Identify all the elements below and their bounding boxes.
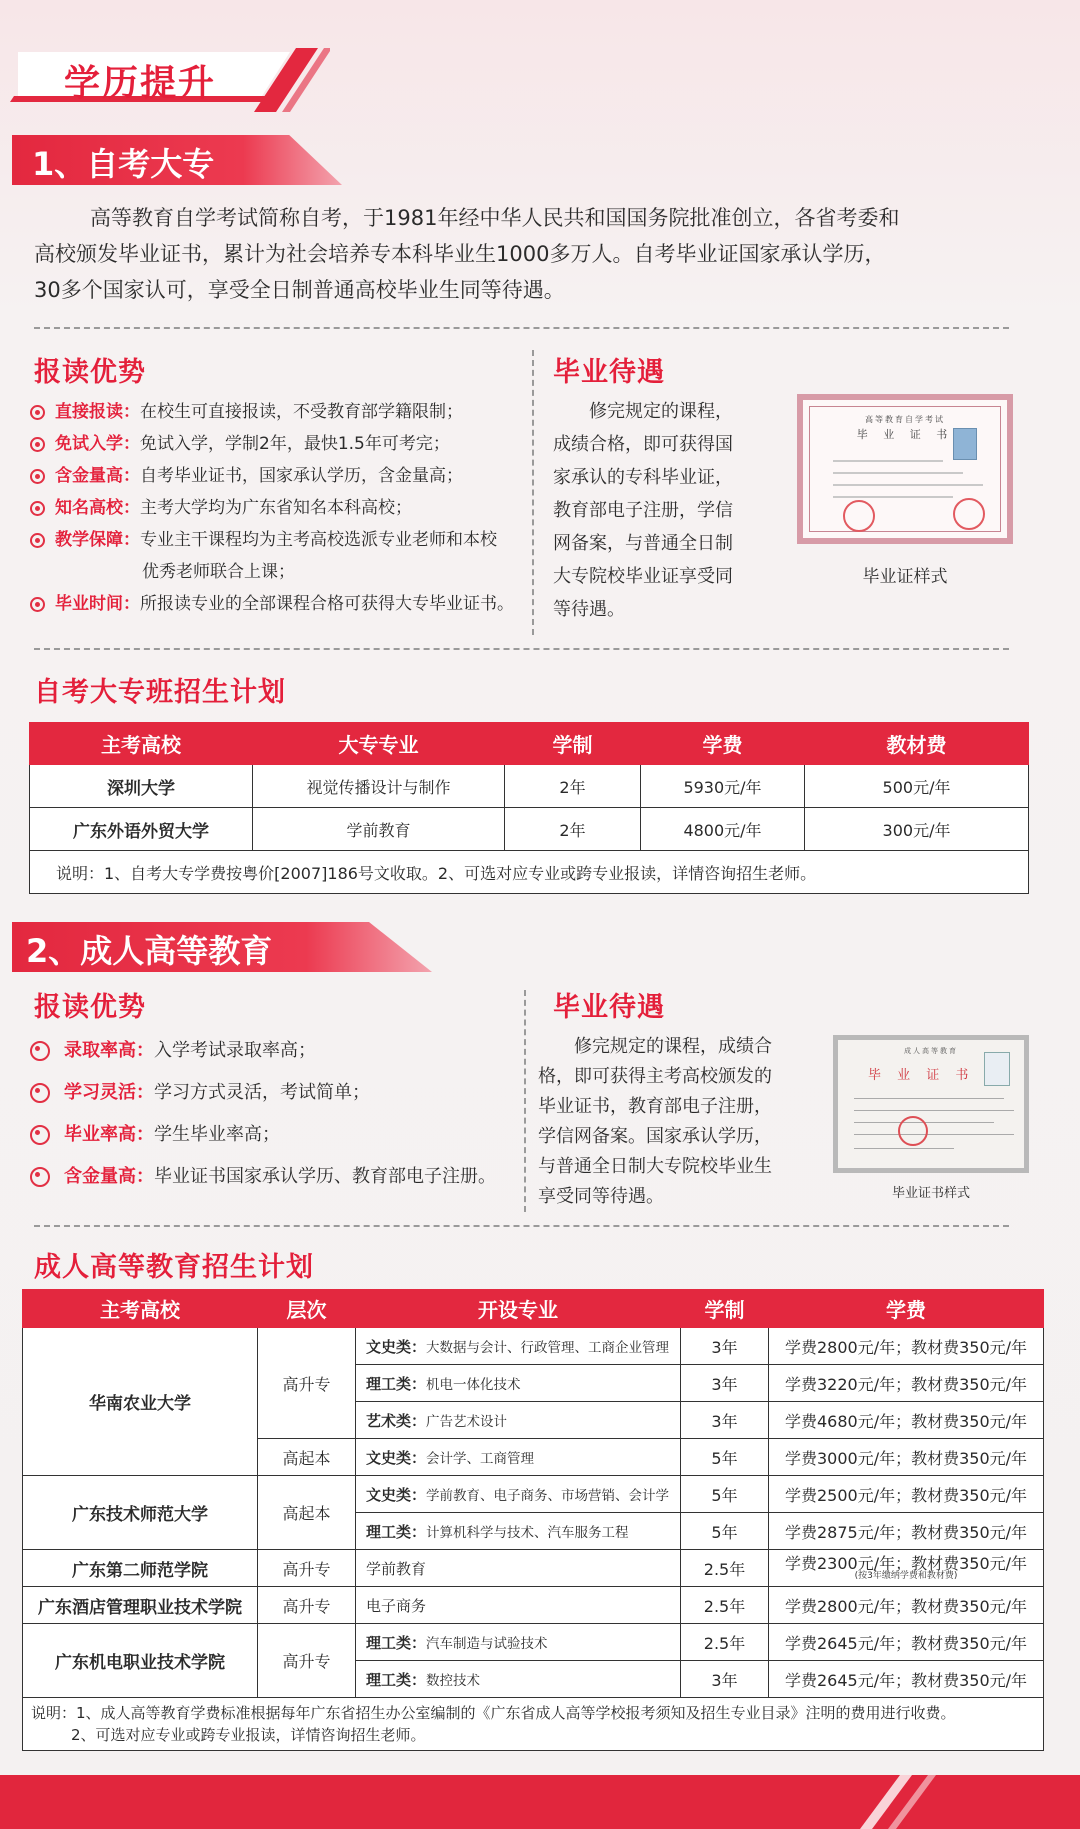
certificate-top-text: 成人高等教育 xyxy=(904,1047,958,1055)
bullet-icon xyxy=(30,1167,50,1187)
certificate-sample-image xyxy=(797,394,1013,544)
plan-heading: 自考大专班招生计划 xyxy=(34,677,286,708)
table-row xyxy=(30,765,1029,808)
intro-line: 30多个国家认可，享受全日制普通高校毕业生同等待遇。 xyxy=(34,278,565,302)
table-note: 说明：1、自考大专学费按粤价[2007]186号文收取。2、可选对应专业或跨专业报读，详情咨询招生老师。 xyxy=(30,851,1029,894)
intro-line: 高等教育自学考试简称自考，于1981年经中华人民共和国国务院批准创立，各省考委和 xyxy=(90,206,900,230)
table-cell: 学费2300元/年；教材费350元/年 (按3年缴纳学费和教材费) xyxy=(769,1550,1044,1587)
table-row xyxy=(23,1624,1044,1661)
table-cell: 学费4680元/年；教材费350元/年 xyxy=(769,1402,1044,1439)
graduation-heading: 毕业待遇 xyxy=(553,992,665,1023)
table-cell-level: 高升专 xyxy=(258,1624,356,1698)
graduation-heading: 毕业待遇 xyxy=(553,357,665,388)
table-cell-school: 广东技术师范大学 xyxy=(23,1476,258,1550)
text-line: 享受同等待遇。 xyxy=(538,1186,664,1207)
table-cell-major: 学前教育 xyxy=(356,1550,681,1587)
bullet-icon xyxy=(30,437,45,452)
table-row xyxy=(23,1476,1044,1513)
text-line: 修完规定的课程， xyxy=(589,401,733,422)
text-line: 家承认的专科毕业证， xyxy=(553,467,733,488)
column-header: 学制 xyxy=(505,723,641,765)
list-item: 教学保障：专业主干课程均为主考高校选派专业老师和本校 xyxy=(30,524,514,556)
column-header: 学费 xyxy=(769,1290,1044,1328)
advantages-list xyxy=(30,1030,496,1198)
table-cell-school: 广东第二师范学院 xyxy=(23,1550,258,1587)
table-cell-school: 广东机电职业技术学院 xyxy=(23,1624,258,1698)
section-1-title: 1、自考大专 xyxy=(32,145,215,183)
table-cell: 2年 xyxy=(505,808,641,851)
bullet-icon xyxy=(30,1041,50,1061)
table-row xyxy=(30,808,1029,851)
certificate-sample-image xyxy=(833,1035,1029,1173)
divider xyxy=(34,648,1009,650)
table-cell: 5年 xyxy=(681,1476,769,1513)
text-line: 学信网备案。国家承认学历， xyxy=(538,1126,772,1147)
table-cell: 3年 xyxy=(681,1661,769,1698)
text-line: 网备案，与普通全日制 xyxy=(553,533,733,554)
text-line: 与普通全日制大专院校毕业生 xyxy=(538,1156,772,1177)
list-item: 知名高校：主考大学均为广东省知名本科高校； xyxy=(30,492,514,524)
table-cell: 3年 xyxy=(681,1328,769,1365)
table-cell: 学费2800元/年；教材费350元/年 xyxy=(769,1328,1044,1365)
column-header: 主考高校 xyxy=(30,723,253,765)
text-line: 毕业证书，教育部电子注册， xyxy=(538,1096,772,1117)
table-cell: 3年 xyxy=(681,1365,769,1402)
table-cell: 深圳大学 xyxy=(30,765,253,808)
divider xyxy=(34,327,1009,329)
table-cell: 2.5年 xyxy=(681,1587,769,1624)
note-line: 说明：1、成人高等教育学费标准根据每年广东省招生办公室编制的《广东省成人高等学校报考须知及招生专业目录》注明的费用进行收费。 xyxy=(31,1704,956,1722)
table-note-row xyxy=(23,1698,1044,1751)
table-note xyxy=(23,1698,1044,1751)
bullet-icon xyxy=(30,1125,50,1145)
table-cell: 2.5年 xyxy=(681,1550,769,1587)
table-cell: 学费3220元/年；教材费350元/年 xyxy=(769,1365,1044,1402)
note-line: 2、可选对应专业或跨专业报读，详情咨询招生老师。 xyxy=(71,1726,426,1744)
list-item: 含金量高：毕业证书国家承认学历、教育部电子注册。 xyxy=(30,1156,496,1198)
certificate-caption: 毕业证书样式 xyxy=(891,1186,970,1201)
page-title: 学历提升 xyxy=(64,63,217,104)
table-cell: 2.5年 xyxy=(681,1624,769,1661)
plan-heading: 成人高等教育招生计划 xyxy=(34,1252,314,1283)
bullet-icon xyxy=(30,469,45,484)
table-note-row xyxy=(30,851,1029,894)
certificate-title-text: 毕 业 证 书 xyxy=(856,428,954,441)
list-item: 录取率高：入学考试录取率高； xyxy=(30,1030,496,1072)
table-cell-major: 理工类：计算机科学与技术、汽车服务工程 xyxy=(356,1513,681,1550)
certificate-caption: 毕业证样式 xyxy=(862,567,948,587)
advantages-list xyxy=(30,396,514,620)
table-cell-major: 理工类：机电一体化技术 xyxy=(356,1365,681,1402)
bullet-icon xyxy=(30,1083,50,1103)
photo-placeholder xyxy=(953,428,977,460)
table-cell-level: 高起本 xyxy=(258,1439,356,1476)
table-cell: 5年 xyxy=(681,1439,769,1476)
list-item: 免试入学：免试入学，学制2年，最快1.5年可考完； xyxy=(30,428,514,460)
text-line: 格，即可获得主考高校颁发的 xyxy=(538,1066,772,1087)
table-cell: 学前教育 xyxy=(253,808,505,851)
advantages-heading: 报读优势 xyxy=(34,992,146,1023)
column-header: 学费 xyxy=(641,723,805,765)
column-header: 主考高校 xyxy=(23,1290,258,1328)
certificate-title-text: 毕 业 证 书 xyxy=(868,1068,975,1083)
table-cell: 学费2645元/年；教材费350元/年 xyxy=(769,1661,1044,1698)
text-line: 成绩合格，即可获得国 xyxy=(553,434,733,455)
table-cell: 学费2800元/年；教材费350元/年 xyxy=(769,1587,1044,1624)
table-cell: 5年 xyxy=(681,1513,769,1550)
list-item-continued: 优秀老师联合上课； xyxy=(142,562,295,582)
divider-vertical xyxy=(524,990,526,1212)
table-cell: 4800元/年 xyxy=(641,808,805,851)
table-cell: 视觉传播设计与制作 xyxy=(253,765,505,808)
advantages-heading: 报读优势 xyxy=(34,357,146,388)
divider-vertical xyxy=(532,350,534,635)
table-cell-level: 高升专 xyxy=(258,1587,356,1624)
table-cell-school: 广东酒店管理职业技术学院 xyxy=(23,1587,258,1624)
table-header-row xyxy=(23,1290,1044,1328)
table-cell: 300元/年 xyxy=(805,808,1029,851)
table-cell-major: 文史类：会计学、工商管理 xyxy=(356,1439,681,1476)
intro-line: 高校颁发毕业证书，累计为社会培养专本科毕业生1000多万人。自考毕业证国家承认学历， xyxy=(34,242,886,266)
text-line: 教育部电子注册，学信 xyxy=(553,500,733,521)
table-cell-level: 高升专 xyxy=(258,1328,356,1439)
table-row xyxy=(23,1328,1044,1365)
table-row xyxy=(23,1587,1044,1624)
table-cell: 学费2500元/年；教材费350元/年 xyxy=(769,1476,1044,1513)
bullet-icon xyxy=(30,533,45,548)
column-header: 学制 xyxy=(681,1290,769,1328)
table-cell: 500元/年 xyxy=(805,765,1029,808)
column-header: 大专专业 xyxy=(253,723,505,765)
table-cell: 学费2645元/年；教材费350元/年 xyxy=(769,1624,1044,1661)
bullet-icon xyxy=(30,597,45,612)
table-cell-major: 电子商务 xyxy=(356,1587,681,1624)
section-2-title: 2、成人高等教育 xyxy=(26,932,273,970)
adult-education-plan-table xyxy=(22,1289,1044,1751)
table-cell: 学费2875元/年；教材费350元/年 xyxy=(769,1513,1044,1550)
table-cell-major: 文史类：学前教育、电子商务、市场营销、会计学 xyxy=(356,1476,681,1513)
section-1-intro xyxy=(34,200,1054,308)
table-cell: 5930元/年 xyxy=(641,765,805,808)
table-cell: 广东外语外贸大学 xyxy=(30,808,253,851)
table-cell-major: 文史类：大数据与会计、行政管理、工商企业管理 xyxy=(356,1328,681,1365)
self-exam-plan-table xyxy=(29,722,1029,894)
column-header: 开设专业 xyxy=(356,1290,681,1328)
table-cell: 2年 xyxy=(505,765,641,808)
table-cell-school: 华南农业大学 xyxy=(23,1328,258,1476)
column-header: 教材费 xyxy=(805,723,1029,765)
table-cell-major: 艺术类：广告艺术设计 xyxy=(356,1402,681,1439)
table-cell: 学费3000元/年；教材费350元/年 xyxy=(769,1439,1044,1476)
photo-placeholder xyxy=(984,1052,1010,1086)
table-header-row xyxy=(30,723,1029,765)
table-cell-major: 理工类：数控技术 xyxy=(356,1661,681,1698)
list-item: 直接报读：在校生可直接报读，不受教育部学籍限制； xyxy=(30,396,514,428)
list-item: 学习灵活：学习方式灵活，考试简单； xyxy=(30,1072,496,1114)
certificate-top-text: 高等教育自学考试 xyxy=(865,415,945,424)
table-cell-major: 理工类：汽车制造与试验技术 xyxy=(356,1624,681,1661)
list-item: 毕业率高：学生毕业率高； xyxy=(30,1114,496,1156)
text-line: 大专院校毕业证享受同 xyxy=(553,566,733,587)
column-header: 层次 xyxy=(258,1290,356,1328)
table-cell: 3年 xyxy=(681,1402,769,1439)
fee-footnote: (按3年缴纳学费和教材费) xyxy=(854,1570,958,1581)
footer-band xyxy=(0,1775,1080,1829)
text-line: 等待遇。 xyxy=(553,599,625,620)
text-line: 修完规定的课程，成绩合 xyxy=(574,1036,772,1057)
graduation-text xyxy=(538,1032,798,1212)
bullet-icon xyxy=(30,405,45,420)
table-cell-level: 高升专 xyxy=(258,1550,356,1587)
graduation-text xyxy=(553,395,773,626)
list-item: 含金量高：自考毕业证书，国家承认学历，含金量高； xyxy=(30,460,514,492)
table-row xyxy=(23,1550,1044,1587)
divider xyxy=(34,1225,1009,1227)
list-item: 毕业时间：所报读专业的全部课程合格可获得大专毕业证书。 xyxy=(30,588,514,620)
bullet-icon xyxy=(30,501,45,516)
table-cell-level: 高起本 xyxy=(258,1476,356,1550)
